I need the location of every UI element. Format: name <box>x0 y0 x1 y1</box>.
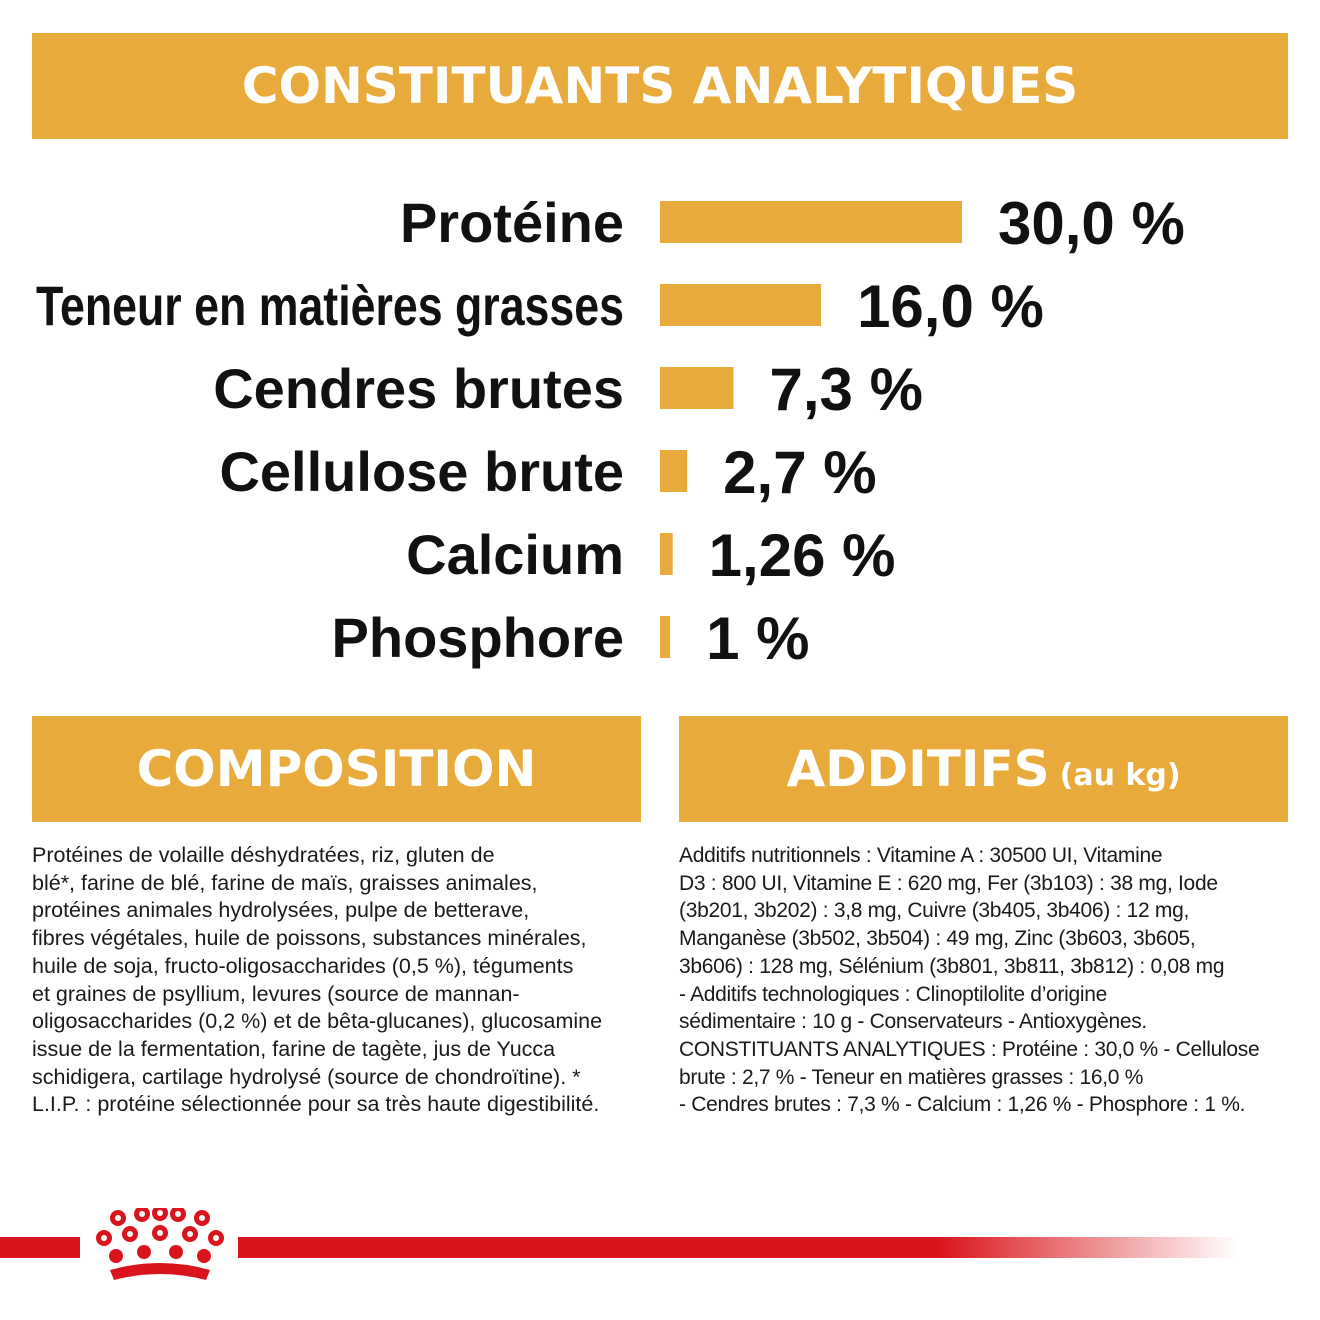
analytical-bar-chart <box>0 170 1320 690</box>
crown-logo-icon <box>92 1208 228 1288</box>
category-label: Cellulose brute <box>219 440 624 503</box>
bar <box>660 367 733 409</box>
composition-title: COMPOSITION <box>136 740 537 798</box>
value-label: 16,0 % <box>857 273 1044 340</box>
category-label: Calcium <box>406 523 624 586</box>
category-label: Teneur en matières grasses <box>36 274 624 337</box>
composition-header <box>32 716 641 822</box>
value-label: 2,7 % <box>723 439 877 506</box>
bar <box>660 616 670 658</box>
analytical-title: CONSTITUANTS ANALYTIQUES <box>241 57 1079 115</box>
bar <box>660 284 821 326</box>
category-label: Cendres brutes <box>213 357 624 420</box>
value-label: 30,0 % <box>998 190 1185 257</box>
value-label: 7,3 % <box>769 356 923 423</box>
category-label: Phosphore <box>331 606 624 669</box>
additifs-text: Additifs nutritionnels : Vitamine A : 30500 UI, Vitamine D3 : 800 UI, Vitamine E : 620 mg, Fer (3b103) : 38 mg, Iode (3b201, 3b202) : 3,8 mg, Cuivre (3b405, 3b406) : 12 mg, Manganèse (3b502, 3b504) : 49 mg, Zinc (3b603, 3b605, 3b606) : 128 mg, Sélénium (3b801, 3b811, 3b812) : 0,08 mg - Additifs technologiques : Clinoptilolite d’origine sédimentaire : 10 g - Conservateurs - Antioxygènes. CONSTITUANTS ANALYTIQUES : Protéine : 30,0 % - Cellulose brute : 2,7 % - Teneur en matières grasses : 16,0 % - Cendres brutes : 7,3 % - Calcium : 1,26 % - Phosphore : 1 %. <box>679 844 1260 1117</box>
bar <box>660 201 962 243</box>
bar <box>660 450 687 492</box>
brand-line-right <box>238 1237 1238 1258</box>
category-label: Protéine <box>399 191 624 254</box>
additifs-header <box>679 716 1288 822</box>
value-label: 1,26 % <box>708 522 896 589</box>
value-label: 1 % <box>706 605 810 672</box>
bar <box>660 533 673 575</box>
additifs-subtitle: (au kg) <box>1059 757 1181 793</box>
brand-line-left <box>0 1237 80 1258</box>
analytical-header <box>32 33 1288 139</box>
composition-text: Protéines de volaille déshydratées, riz, gluten de blé*, farine de blé, farine de maïs, graisses animales, protéines animales hydrolysées, pulpe de betterave, fibres végétales, huile de poissons, substances minérales, huile de soja, fructo-oligosaccharides (0,5 %), téguments et graines de psyllium, levures (source de mannan- oligosaccharides (0,2 %) et de bêta-glucanes), glucosamine issue de la fermentation, farine de tagète, jus de Yucca schidigera, cartilage hydrolysé (source de chondroïtine). * L.I.P. : protéine sélectionnée pour sa très haute digestibilité. <box>32 843 603 1117</box>
additifs-title: ADDITIFS <box>786 740 1050 798</box>
